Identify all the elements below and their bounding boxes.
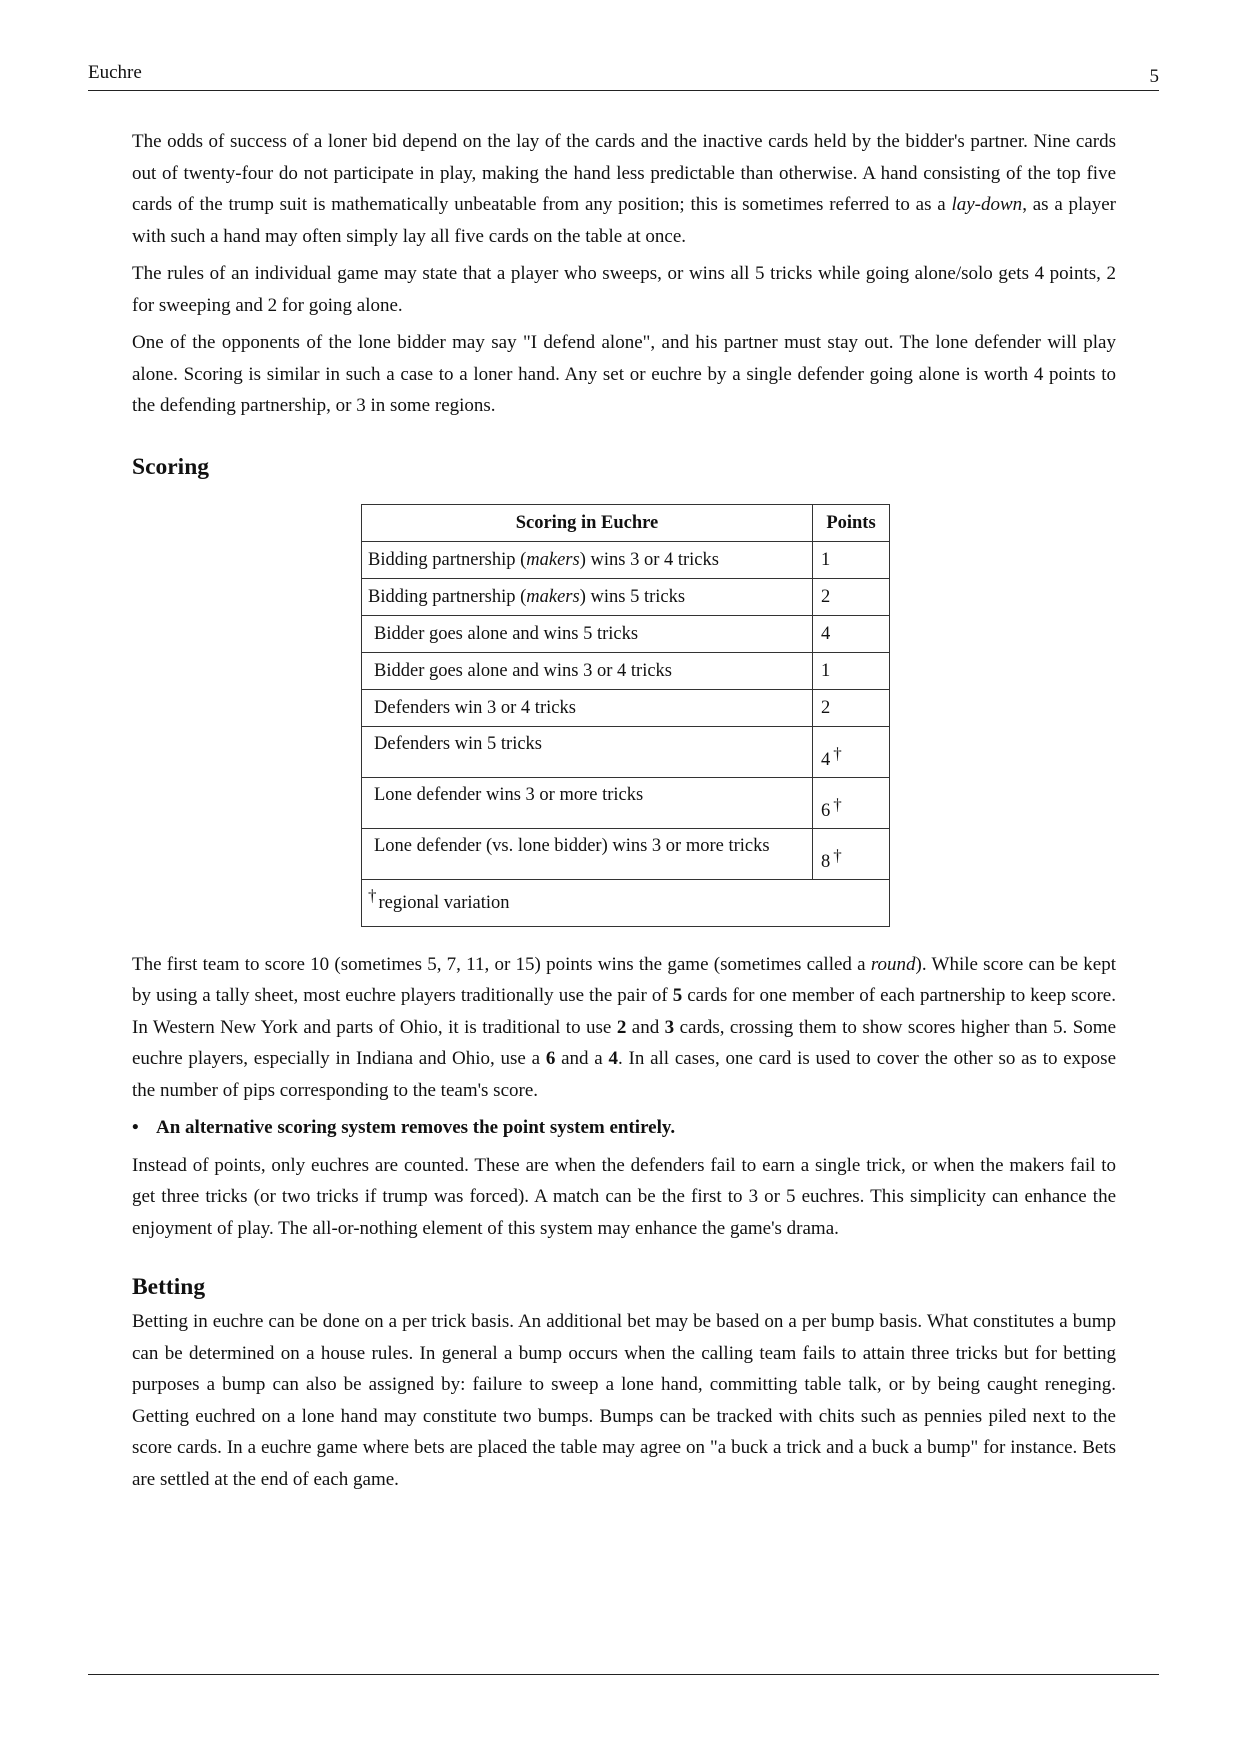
row-points: 6 † (813, 777, 890, 828)
row-description: Bidding partnership (makers) wins 3 or 4 tricks (362, 541, 813, 578)
table-header-points: Points (813, 504, 890, 541)
table-footnote-row (362, 879, 890, 926)
footer-rule (88, 1674, 1159, 1675)
table-row (362, 652, 890, 689)
row-points: 2 (813, 578, 890, 615)
paragraph-sweep-rule: The rules of an individual game may state that a player who sweeps, or wins all 5 tricks while going alone/solo gets 4 points, 2 for sweeping and 2 for going alone. (132, 263, 1116, 316)
heading-betting: Betting (132, 1274, 206, 1300)
dagger-mark: † (833, 794, 842, 814)
row-points: 1 (813, 652, 890, 689)
table-header-desc: Scoring in Euchre (362, 504, 813, 541)
running-title: Euchre (88, 62, 142, 83)
table-row (362, 689, 890, 726)
row-points: 8 † (813, 828, 890, 879)
row-points: 4 † (813, 726, 890, 777)
dagger-mark: † (368, 885, 377, 905)
list-item: • An alternative scoring system removes the point system entirely. (132, 1112, 1116, 1144)
row-description: Defenders win 5 tricks (362, 726, 813, 777)
page-content (132, 126, 1116, 1501)
paragraph-betting: Betting in euchre can be done on a per trick basis. An additional bet may be based on a per bump basis. What constitutes a bump can be determined on a house rules. In general a bump occurs when the calling team fails to attain three tricks but for betting purposes a bump can also be assigned by: failure to sweep a lone hand, committing table talk, or by being caught reneging. Getting euchred on a lone hand may constitute two bumps. Bumps can be tracked with chits such as pennies piled next to the score cards. In a euchre game where bets are placed the table may agree on "a buck a trick and a buck a bump" for instance. Bets are settled at the end of each game. (132, 1311, 1116, 1490)
table-row (362, 828, 890, 879)
row-description: Bidder goes alone and wins 5 tricks (362, 615, 813, 652)
row-description: Bidding partnership (makers) wins 5 tricks (362, 578, 813, 615)
row-points: 1 (813, 541, 890, 578)
row-description: Defenders win 3 or 4 tricks (362, 689, 813, 726)
table-row (362, 578, 890, 615)
paragraph-euchres-only: Instead of points, only euchres are counted. These are when the defenders fail to earn a single trick, or when the makers fail to get three tricks (or two tricks if trump was forced). A match can be the first to 3 or 5 euchres. This simplicity can enhance the enjoyment of play. The all-or-nothing element of this system may enhance the game's drama. (132, 1154, 1116, 1239)
table-row (362, 777, 890, 828)
table-row (362, 726, 890, 777)
table-row (362, 541, 890, 578)
row-points: 4 (813, 615, 890, 652)
page-number: 5 (1149, 66, 1159, 87)
dagger-mark: † (833, 743, 842, 763)
scoring-table (361, 504, 890, 927)
paragraph-loner-odds: The odds of success of a loner bid depend on the lay of the cards and the inactive cards held by the bidder's partner. Nine cards out of twenty-four do not participate in play, making the hand less predictable than otherwise. A hand consisting of the top five cards of the trump suit is mathematically unbeatable from any position; this is sometimes referred to as a lay-down, as a player with such a hand may often simply lay all five cards on the table at once. (132, 131, 1117, 247)
table-row (362, 615, 890, 652)
page-header (88, 62, 1159, 91)
row-description: Bidder goes alone and wins 3 or 4 tricks (362, 652, 813, 689)
heading-scoring: Scoring (132, 453, 210, 480)
row-description: Lone defender wins 3 or more tricks (362, 777, 813, 828)
dagger-mark: † (833, 845, 842, 865)
bullet-list (132, 1112, 1116, 1144)
table-footnote: † regional variation (362, 879, 890, 926)
row-points: 2 (813, 689, 890, 726)
paragraph-winning-score: The first team to score 10 (sometimes 5, 7, 11, or 15) points wins the game (sometimes called a round). While score can be kept by using a tally sheet, most euchre players traditionally use the pair of 5 cards for one member of each partnership to keep score. In Western New York and parts of Ohio, it is traditional to use 2 and 3 cards, crossing them to show scores higher than 5. Some euchre players, especially in Indiana and Ohio, use a 6 and a 4. In all cases, one card is used to cover the other so as to expose the number of pips corresponding to the team's score. (132, 953, 1117, 1101)
table-header-row (362, 504, 890, 541)
paragraph-defend-alone: One of the opponents of the lone bidder may say "I defend alone", and his partner must stay out. The lone defender will play alone. Scoring is similar in such a case to a loner hand. Any set or euchre by a single defender going alone is worth 4 points to the defending partnership, or 3 in some regions. (132, 332, 1116, 416)
row-description: Lone defender (vs. lone bidder) wins 3 or more tricks (362, 828, 813, 879)
term-lay-down: lay-down (951, 194, 1023, 215)
